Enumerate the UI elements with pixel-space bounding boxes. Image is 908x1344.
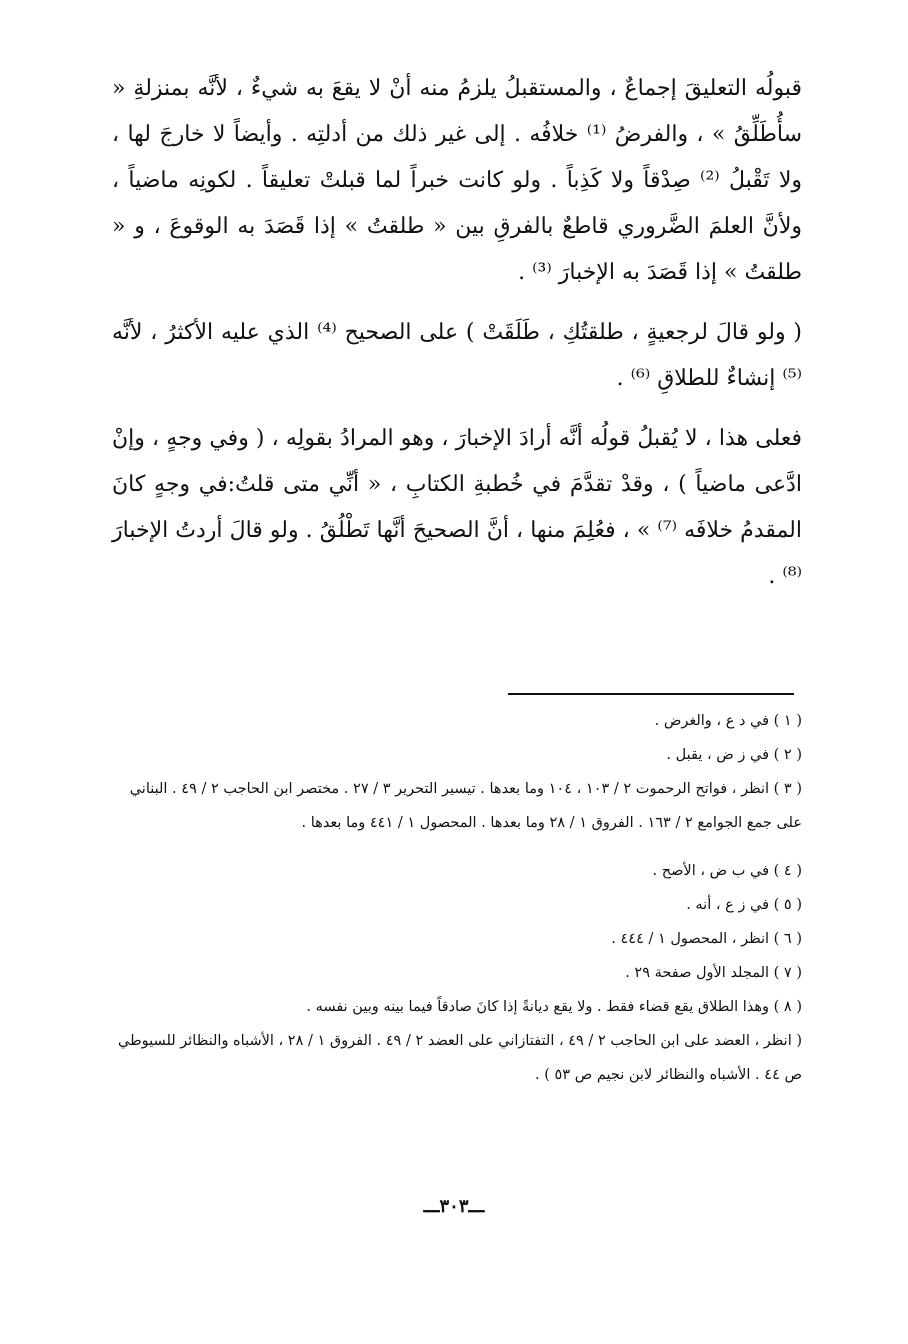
page-number: ـــ٣٠٣ـــ: [423, 1196, 485, 1217]
main-text: [112, 66, 802, 614]
footnote-4: ( ٤ ) في ب ض ، الأصح .: [652, 863, 802, 879]
paragraph-1: قبولُه التعليقَ إجماعٌ ، والمستقبلُ يلزمُ منه أنْ لا يقعَ به شيءٌ ، لأنَّه بمنزلةِ « سأُطَلِّقُ » ، والفرضُ ⁽¹⁾ خلافُه . إلى غير ذلك من أدلتِه . وأيضاً لا خارجَ لها ، ولا تَقْبلُ ⁽²⁾ صِدْقاً ولا كَذِباً . ولو كانت خبراً لما قبلتْ تعليقاً . لكونِه ماضياً ، ولأنَّ العلمَ الضَّروري قاطعٌ بالفرقِ بين « طلقتُ » إذا قَصَدَ به الوقوعَ ، و « طلقتُ » إذا قَصَدَ به الإخبارَ ⁽³⁾ .: [112, 76, 802, 285]
paragraph-2: ( ولو قالَ لرجعيةٍ ، طلقتُكِ ، طَلَقَتْ ) على الصحيح ⁽⁴⁾ الذي عليه الأكثرُ ، لأنَّه ⁽⁵⁾ إنشاءٌ للطلاقِ ⁽⁶⁾ .: [112, 320, 802, 391]
footnote-8-continued: ( انظر ، العضد على ابن الحاجب ٢ / ٤٩ ، التفتازاني على العضد ٢ / ٤٩ . الفروق ١ / ٢٨ ، الأشباه والنظائر للسيوطي ص ٤٤ . الأشباه والنظائر لابن نجيم ص ٥٣ ) .: [118, 1033, 802, 1083]
footnotes: [112, 704, 802, 1092]
footnote-7: ( ٧ ) المجلد الأول صفحة ٢٩ .: [625, 965, 802, 981]
footnote-3: ( ٣ ) انظر ، فواتح الرحموت ٢ / ١٠٣ ، ١٠٤ وما بعدها . تيسير التحرير ٣ / ٢٧ . مختصر ابن الحاجب ٢ / ٤٩ . البناني على جمع الجوامع ٢ / ١٦٣ . الفروق ١ / ٢٨ وما بعدها . المحصول ١ / ٤٤١ وما بعدها .: [129, 781, 802, 831]
footnote-6: ( ٦ ) انظر ، المحصول ١ / ٤٤٤ .: [611, 931, 802, 947]
footnote-5: ( ٥ ) في ز ع ، أنه .: [686, 897, 802, 913]
paragraph-3: فعلى هذا ، لا يُقبلُ قولُه أنَّه أرادَ الإخبارَ ، وهو المرادُ بقولِه ، ( وفي وجهٍ ، وإنْ ادَّعى ماضياً ) ، وقدْ تقدَّمَ في خُطبةِ الكتابِ ، « أنِّي متى قلتُ:في وجهٍ كانَ المقدمُ خلافَه ⁽⁷⁾ » ، فعُلِمَ منها ، أنَّ الصحيحَ أنَّها تَطْلُقُ . ولو قالَ أردتُ الإخبارَ ⁽⁸⁾ .: [112, 426, 802, 589]
footnote-1: ( ١ ) في د ع ، والغرض .: [654, 713, 802, 729]
footnote-separator: [508, 693, 794, 695]
footnote-2: ( ٢ ) في ز ض ، يقبل .: [666, 747, 802, 763]
footnote-8: ( ٨ ) وهذا الطلاق يقع قضاء فقط . ولا يقع ديانةً إذا كانَ صادقاً فيما بينه وبين نفسه .: [306, 999, 802, 1015]
